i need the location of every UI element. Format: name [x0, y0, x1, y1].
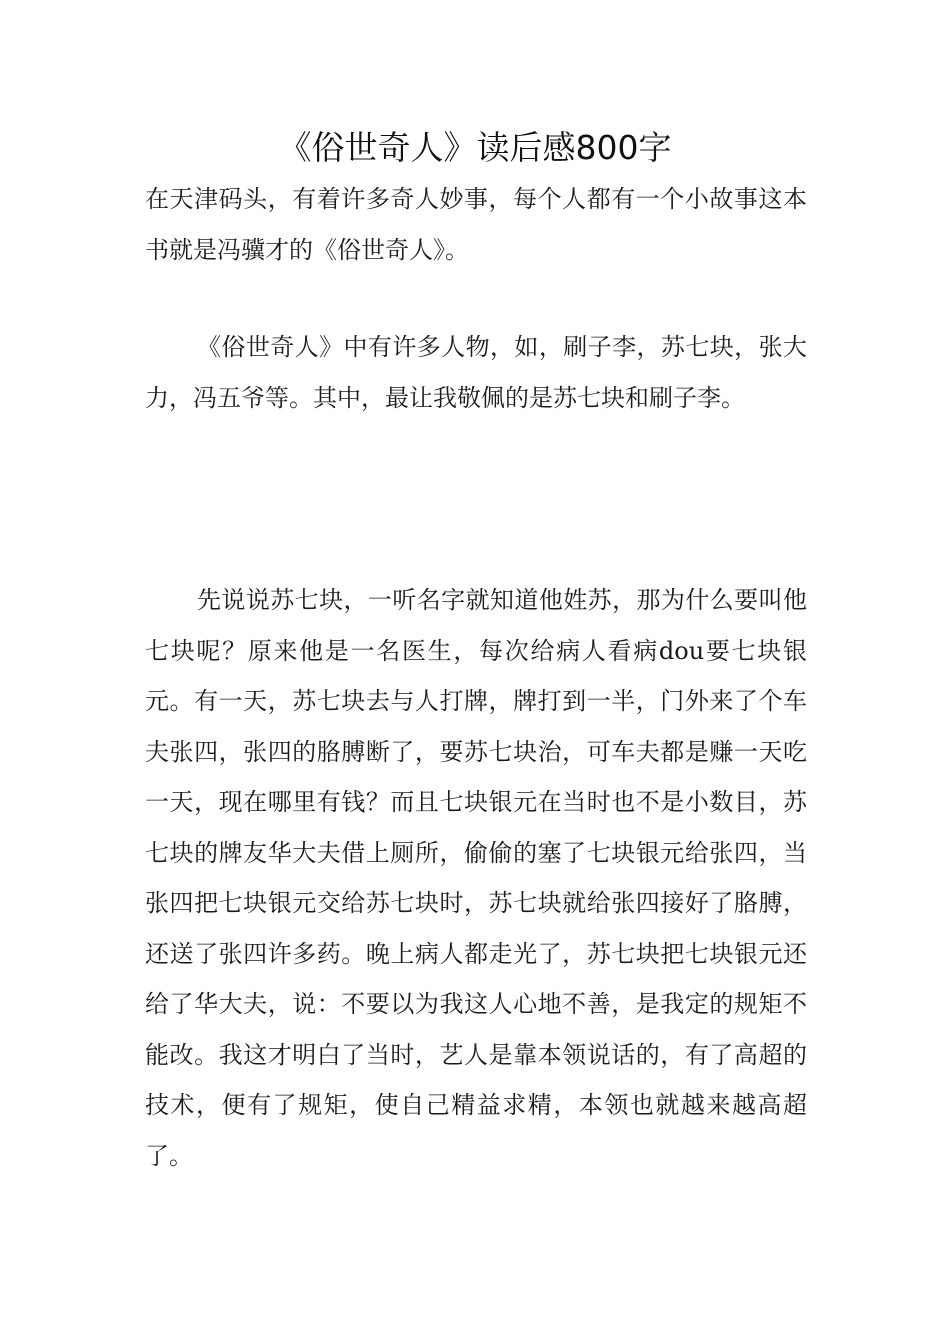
paragraph-su-qikuai: 先说说苏七块，一听名字就知道他姓苏，那为什么要叫他七块呢？原来他是一名医生，每次给病人看病dou要七块银元。有一天，苏七块去与人打牌，牌打到一半，门外来了个车夫张四，张四的胳膊断了，要苏七块治，可车夫都是赚一天吃一天，现在哪里有钱？而且七块银元在当时也不是小数目，苏七块的牌友华大夫借上厕所，偷偷的塞了七块银元给张四，当张四把七块银元交给苏七块时，苏七块就给张四接好了胳膊，还送了张四许多药。晚上病人都走光了，苏七块把七块银元还给了华大夫，说：不要以为我这人心地不善，是我定的规矩不能改。我这才明白了当时，艺人是靠本领说话的，有了高超的技术，便有了规矩，使自己精益求精，本领也就越来越高超了。 [145, 586, 807, 1170]
document-title: 《俗世奇人》读后感800字 [278, 128, 672, 167]
paragraph-characters: 《俗世奇人》中有许多人物，如，刷子李，苏七块，张大力，冯五爷等。其中，最让我敬佩的是苏七块和刷子李。 [145, 333, 807, 412]
paragraph-intro: 在天津码头，有着许多奇人妙事，每个人都有一个小故事这本书就是冯骥才的《俗世奇人》。 [145, 185, 807, 264]
